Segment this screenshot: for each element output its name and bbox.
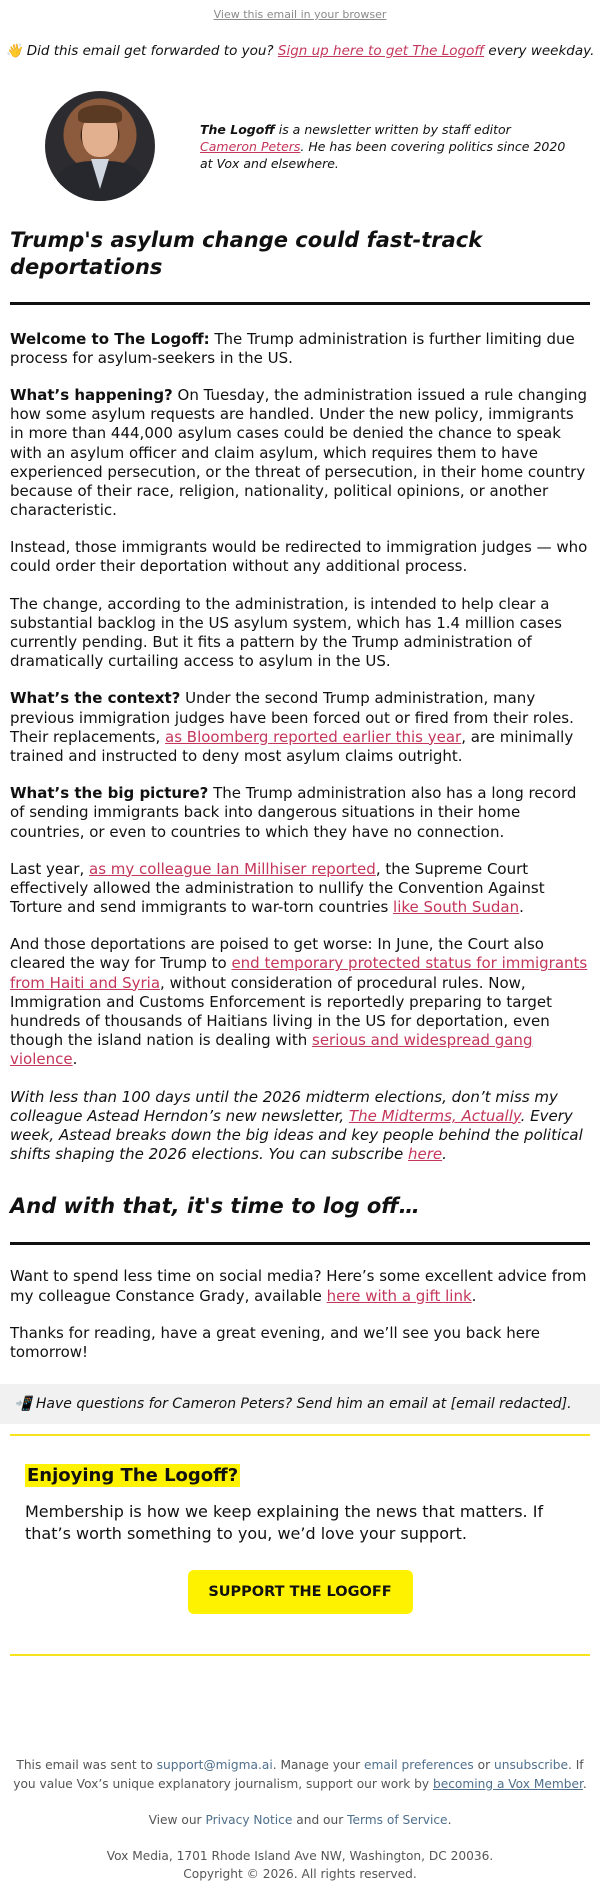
bloomberg-link[interactable]: as Bloomberg reported earlier this year: [165, 727, 462, 746]
text-social-media: Want to spend less time on social media? Here’s some excellent advice from my colleague Constance Grady, available: [10, 1267, 587, 1305]
view-in-browser: [0, 0, 600, 21]
footer-dot2: .: [447, 1812, 452, 1827]
paragraph-midterms-promo: [10, 1088, 590, 1165]
footer-manage: . Manage your: [272, 1758, 365, 1773]
text-midterms-b: . Every week, Astead breaks down the big ideas and key people behind the political shifts shaping the 2026 elections. You can subscribe: [10, 1106, 583, 1164]
south-sudan-link[interactable]: like South Sudan: [393, 898, 520, 917]
tps-link[interactable]: end temporary protected status for immigrants from Haiti and Syria: [10, 954, 588, 992]
author-intro-end: . He has been covering politics since 2020 at Vox and elsewhere.: [200, 138, 566, 171]
footer-address: Vox Media, 1701 Rhode Island Ave NW, Washington, DC 20036.: [106, 1849, 494, 1864]
phone-icon: 📲: [14, 1396, 32, 1413]
membership-box: [0, 1464, 600, 1614]
text-big-picture: The Trump administration also has a long record of sending immigrants back into dangerous situations in their home countries, or even to countries to which they have no connection.: [10, 784, 577, 841]
text-context-a: Under the second Trump administration, many previous immigration judges have been forced out or fired from their roles. Their replacements,: [10, 689, 574, 746]
privacy-notice-link[interactable]: Privacy Notice: [205, 1812, 293, 1827]
paragraph-whats-happening: [10, 386, 590, 520]
author-intro: [200, 122, 570, 173]
author-avatar: [45, 91, 155, 201]
footer-sent-to: This email was sent to: [16, 1758, 157, 1773]
gang-violence-link[interactable]: serious and widespread gang violence: [10, 1031, 533, 1069]
footer-view-our: View our: [148, 1812, 206, 1827]
subscribe-link[interactable]: here: [407, 1145, 443, 1164]
editor-link[interactable]: Cameron Peters: [200, 138, 301, 154]
text-welcome: The Trump administration is further limiting due process for asylum-seekers in the US.: [10, 329, 575, 367]
support-button[interactable]: SUPPORT THE LOGOFF: [188, 1570, 413, 1614]
text-last-year-a: Last year,: [10, 859, 90, 878]
label-whats-happening: What’s happening?: [10, 385, 173, 404]
paragraph-welcome: [10, 330, 590, 368]
text-midterms-a: With less than 100 days until the 2026 midterm elections, don’t miss my colleague Astead Herndon’s new newsletter,: [10, 1087, 558, 1125]
footer-notice: [10, 1756, 590, 1793]
paragraph-big-picture: [10, 784, 590, 842]
footer-email-link[interactable]: support@migma.ai: [156, 1758, 273, 1773]
wave-icon: 👋: [5, 43, 23, 59]
signup-link[interactable]: Sign up here to get The Logoff: [277, 43, 485, 59]
text-deportations-c: .: [72, 1050, 78, 1069]
label-big-picture: What’s the big picture?: [10, 784, 209, 803]
text-last-year-b: , the Supreme Court effectively allowed the administration to nullify the Convention Against Torture and send immigrants to war-torn countries: [10, 859, 545, 917]
text-whats-happening: On Tuesday, the administration issued a rule changing how some asylum requests are handled. Under the new policy, immigrants in more than 444,000 asylum cases could be denied the chance to speak with an asylum officer and claim asylum, which requires them to have experienced persecution, or the threat of persecution, in their home country because of their race, religion, nationality, political opinions, or another characteristic.: [10, 385, 588, 520]
text-deportations-a: And those deportations are poised to get worse: In June, the Court also cleared the way for Trump to: [10, 935, 544, 973]
paragraph-thanks: Thanks for reading, have a great evening, and we’ll see you back here tomorrow!: [10, 1323, 541, 1361]
paragraph-context: [10, 689, 590, 766]
gift-link[interactable]: here with a gift link: [326, 1286, 472, 1305]
membership-title: Enjoying The Logoff?: [27, 1465, 239, 1487]
questions-text: Have questions for Cameron Peters? Send him an email at [email redacted].: [31, 1396, 572, 1413]
forwarded-suffix: every weekday.: [484, 43, 595, 59]
paragraph-social-media: [10, 1267, 590, 1305]
forwarded-banner: [0, 43, 600, 59]
label-welcome: Welcome to The Logoff:: [10, 329, 210, 348]
page-title: Trump's asylum change could fast-track deportations: [10, 228, 483, 280]
logoff-section: [0, 1267, 600, 1362]
author-intro-mid: is a newsletter written by staff editor: [274, 122, 511, 137]
text-context-b: , are minimally trained and instructed to deny most asylum claims outright.: [10, 727, 574, 765]
unsubscribe-link[interactable]: unsubscribe: [494, 1758, 568, 1773]
text-deportations-b: , without consideration of procedural rules. Now, Immigration and Customs Enforcement is reportedly preparing to target hundreds of thousands of Haitians living in the US for deportation, even though the island nation is dealing with: [10, 973, 552, 1050]
footer-legal: [10, 1811, 590, 1829]
newsletter-name: The Logoff: [200, 122, 275, 137]
millhiser-link[interactable]: as my colleague Ian Millhiser reported: [89, 859, 376, 878]
vox-member-link[interactable]: becoming a Vox Member: [432, 1776, 583, 1791]
terms-of-service-link[interactable]: Terms of Service: [347, 1812, 448, 1827]
footer-dot: .: [582, 1776, 587, 1791]
footer-copyright: Copyright © 2026. All rights reserved.: [183, 1867, 417, 1882]
paragraph-instead: Instead, those immigrants would be redirected to immigration judges — who could order their deportation without any additional process.: [10, 538, 588, 576]
forwarded-text: Did this email get forwarded to you?: [22, 43, 278, 59]
email-preferences-link[interactable]: email preferences: [364, 1758, 474, 1773]
membership-text: Membership is how we keep explaining the news that matters. If that’s worth something to you, we’d love your support.: [25, 1502, 544, 1543]
text-midterms-c: .: [442, 1145, 447, 1164]
paragraph-last-year: [10, 860, 590, 918]
footer-and-our: and our: [292, 1812, 348, 1827]
paragraph-deportations: [10, 935, 590, 1069]
paragraph-change: The change, according to the administration, is intended to help clear a substantial backlog in the US asylum system, which has 1.4 million cases currently pending. But it fits a pattern by the Trump administration of dramatically curtailing access to asylum in the US.: [10, 594, 562, 671]
footer-or: or: [473, 1758, 494, 1773]
logoff-heading: And with that, it's time to log off…: [10, 1194, 420, 1219]
text-social-media-end: .: [471, 1286, 477, 1305]
midterms-link[interactable]: The Midterms, Actually: [348, 1106, 521, 1125]
label-context: What’s the context?: [10, 689, 181, 708]
footer: [0, 1756, 600, 1883]
questions-banner: [0, 1384, 600, 1424]
footer-value: . If you value Vox’s unique explanatory journalism, support our work by: [13, 1758, 584, 1791]
author-box: [0, 87, 600, 227]
article-body: [0, 330, 600, 1165]
view-in-browser-link[interactable]: View this email in your browser: [213, 8, 387, 21]
text-last-year-c: .: [519, 898, 524, 917]
